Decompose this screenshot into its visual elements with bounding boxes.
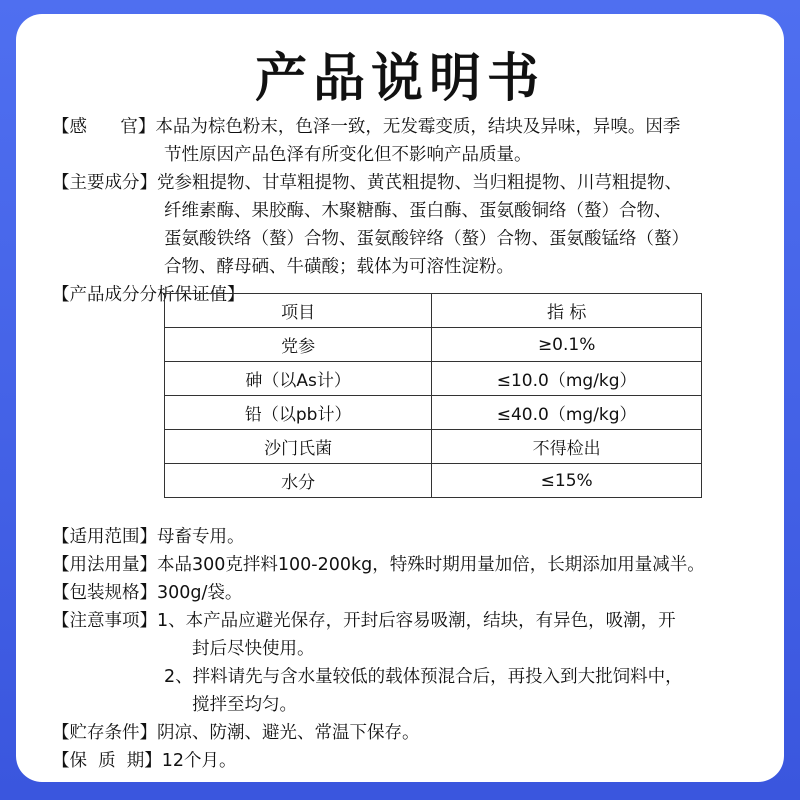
table-header-item: 项目 bbox=[165, 294, 432, 328]
table-cell: 沙门氏菌 bbox=[165, 430, 432, 464]
dosage-line: 【用法用量】本品300克拌料100-200kg，特殊时期用量加倍，长期添加用量减半。 bbox=[52, 555, 705, 575]
guarantee-table bbox=[164, 293, 702, 498]
table-row bbox=[165, 430, 702, 464]
packaging-line: 【包装规格】300g/袋。 bbox=[52, 583, 243, 603]
ingredients-line-4: 合物、酵母硒、牛磺酸；载体为可溶性淀粉。 bbox=[164, 257, 514, 277]
table-cell: 不得检出 bbox=[432, 430, 702, 464]
table-row bbox=[165, 328, 702, 362]
table-cell: ≤10.0（mg/kg） bbox=[432, 362, 702, 396]
notes-line-4: 搅拌至均匀。 bbox=[192, 695, 297, 715]
notes-line-3: 2、拌料请先与含水量较低的载体预混合后，再投入到大批饲料中， bbox=[164, 667, 683, 687]
usage-scope-line: 【适用范围】母畜专用。 bbox=[52, 527, 245, 547]
table-cell: 党参 bbox=[165, 328, 432, 362]
table-header-index: 指 标 bbox=[432, 294, 702, 328]
table-header-row bbox=[165, 294, 702, 328]
sensory-line-2: 节性原因产品色泽有所变化但不影响产品质量。 bbox=[164, 145, 532, 165]
table-row bbox=[165, 362, 702, 396]
analysis-heading: 【产品成分分析保证值】 bbox=[52, 285, 245, 305]
notes-line-1: 【注意事项】1、本产品应避光保存，开封后容易吸潮，结块，有异色，吸潮，开 bbox=[52, 611, 676, 631]
sensory-line-1: 【感 官】本品为棕色粉末，色泽一致，无发霉变质，结块及异味，异嗅。因季 bbox=[52, 117, 681, 137]
table-cell: 铅（以pb计） bbox=[165, 396, 432, 430]
shelf-life-line: 【保 质 期】12个月。 bbox=[52, 751, 237, 771]
storage-line: 【贮存条件】阴凉、防潮、避光、常温下保存。 bbox=[52, 723, 420, 743]
table-cell: ≥0.1% bbox=[432, 328, 702, 362]
notes-line-2: 封后尽快使用。 bbox=[192, 639, 315, 659]
page-title: 产品说明书 bbox=[254, 49, 545, 109]
ingredients-line-1: 【主要成分】党参粗提物、甘草粗提物、黄芪粗提物、当归粗提物、川芎粗提物、 bbox=[52, 173, 682, 193]
table-cell: ≤40.0（mg/kg） bbox=[432, 396, 702, 430]
ingredients-line-2: 纤维素酶、果胶酶、木聚糖酶、蛋白酶、蛋氨酸铜络（螯）合物、 bbox=[164, 201, 672, 221]
table-cell: 砷（以As计） bbox=[165, 362, 432, 396]
table-row bbox=[165, 396, 702, 430]
table-cell: 水分 bbox=[165, 464, 432, 498]
table-cell: ≤15% bbox=[432, 464, 702, 498]
table-row bbox=[165, 464, 702, 498]
ingredients-line-3: 蛋氨酸铁络（螯）合物、蛋氨酸锌络（螯）合物、蛋氨酸锰络（螯） bbox=[164, 229, 689, 249]
instruction-card bbox=[16, 14, 784, 782]
